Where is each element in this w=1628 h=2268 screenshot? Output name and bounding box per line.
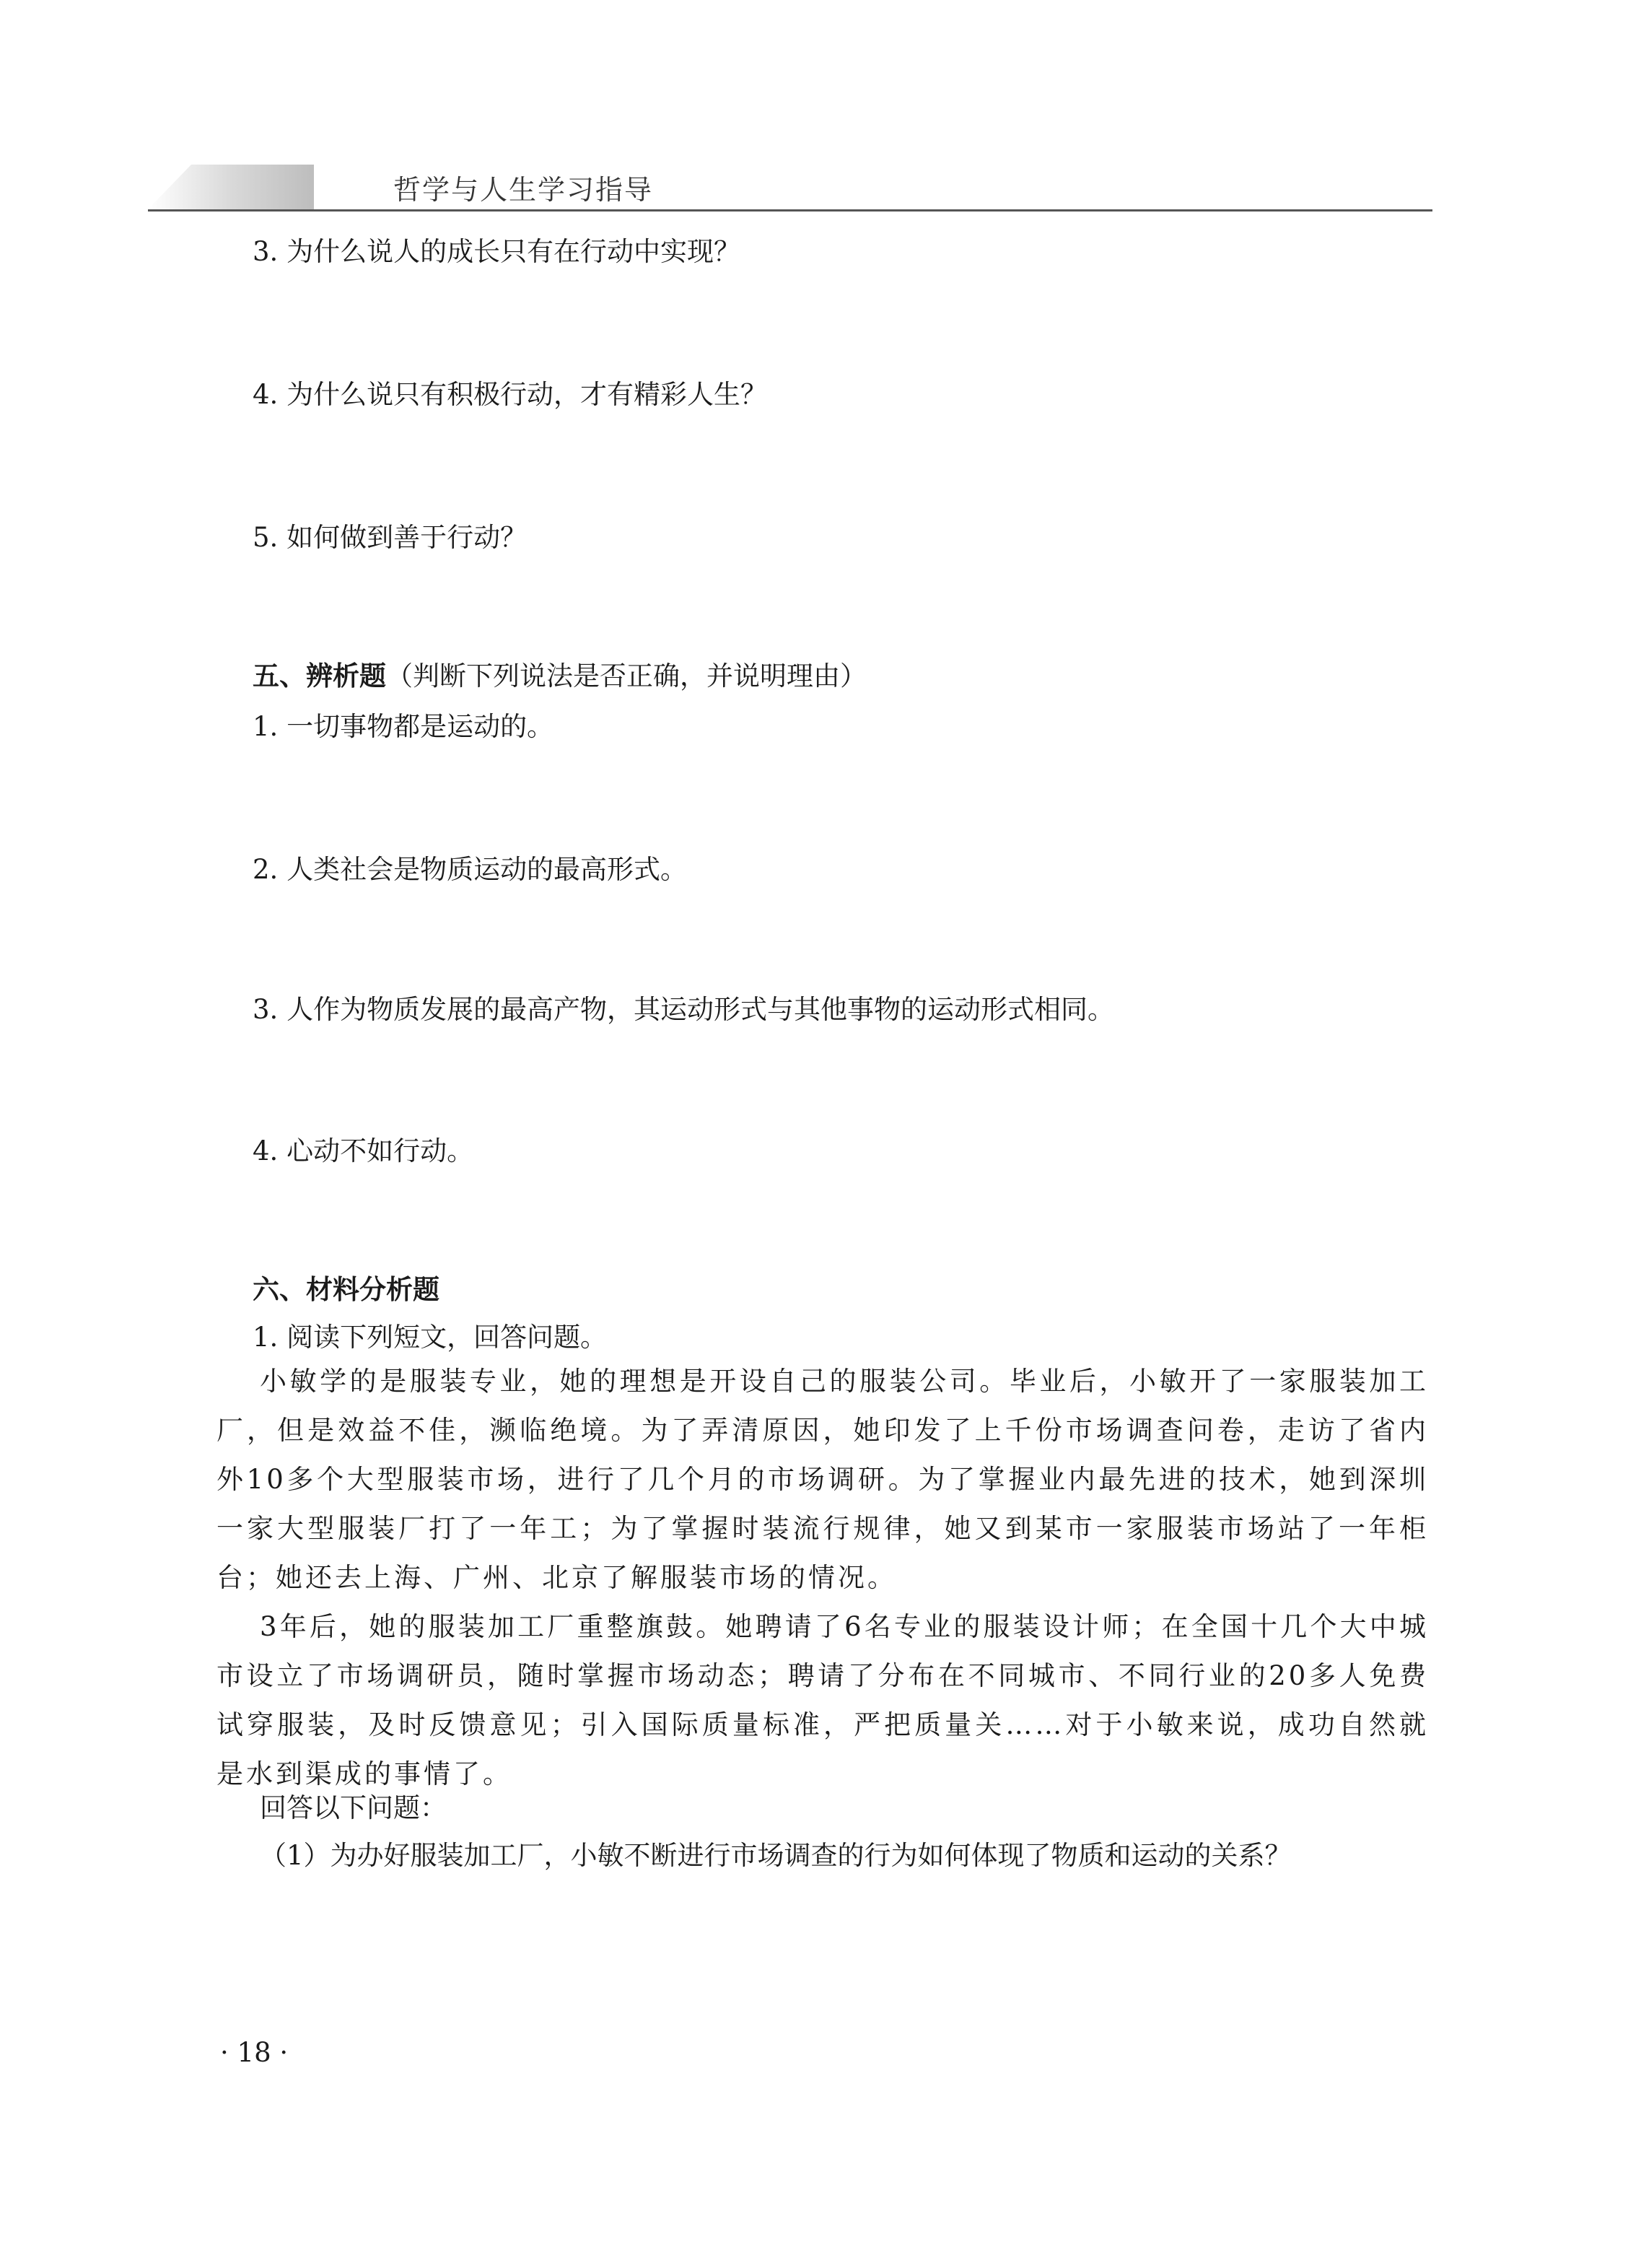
question-4-4: 4. 为什么说只有积极行动，才有精彩人生？	[253, 379, 768, 410]
section-5-heading: 五、辨析题	[253, 660, 386, 692]
question-4-5: 5. 如何做到善于行动？	[253, 522, 528, 553]
material-paragraph-2: 3年后，她的服装加工厂重整旗鼓。她聘请了6名专业的服装设计师；在全国十几个大中城市设立了市场调研员，随时掌握市场动态；聘请了分布在不同城市、不同行业的20多人免费试穿服装，及时反馈意见；引入国际质量标准，严把质量关……对于小敏来说，成功自然就是水到渠成的事情了。	[216, 1611, 1429, 1789]
header-rule	[148, 209, 1432, 211]
material-question-1: （1）为办好服装加工厂，小敏不断进行市场调查的行为如何体现了物质和运动的关系？	[260, 1840, 1292, 1871]
statement-5-4: 4. 心动不如行动。	[253, 1135, 474, 1166]
answer-prompt: 回答以下问题：	[260, 1792, 447, 1823]
statement-5-3: 3. 人作为物质发展的最高产物，其运动形式与其他事物的运动形式相同。	[253, 994, 1115, 1025]
header-swoosh-decoration	[148, 165, 314, 209]
section-6-heading: 六、材料分析题	[253, 1274, 439, 1305]
section-5-title	[253, 658, 867, 694]
running-header	[148, 165, 1432, 209]
page-number: · 18 ·	[220, 2037, 289, 2068]
material-passage	[216, 1357, 1429, 1799]
section-5-note: （判断下列说法是否正确，并说明理由）	[386, 660, 867, 692]
question-4-3: 3. 为什么说人的成长只有在行动中实现？	[253, 236, 741, 267]
material-paragraph-1: 小敏学的是服装专业，她的理想是开设自己的服装公司。毕业后，小敏开了一家服装加工厂，但是效益不佳，濒临绝境。为了弄清原因，她印发了上千份市场调查问卷，走访了省内外10多个大型服装市场，进行了几个月的市场调研。为了掌握业内最先进的技术，她到深圳一家大型服装厂打了一年工；为了掌握时装流行规律，她又到某市一家服装市场站了一年柜台；她还去上海、广州、北京了解服装市场的情况。	[216, 1366, 1429, 1593]
statement-5-1: 1. 一切事物都是运动的。	[253, 711, 554, 742]
statement-5-2: 2. 人类社会是物质运动的最高形式。	[253, 854, 688, 885]
header-title: 哲学与人生学习指导	[393, 174, 654, 206]
material-1-prompt: 1. 阅读下列短文，回答问题。	[253, 1322, 608, 1353]
